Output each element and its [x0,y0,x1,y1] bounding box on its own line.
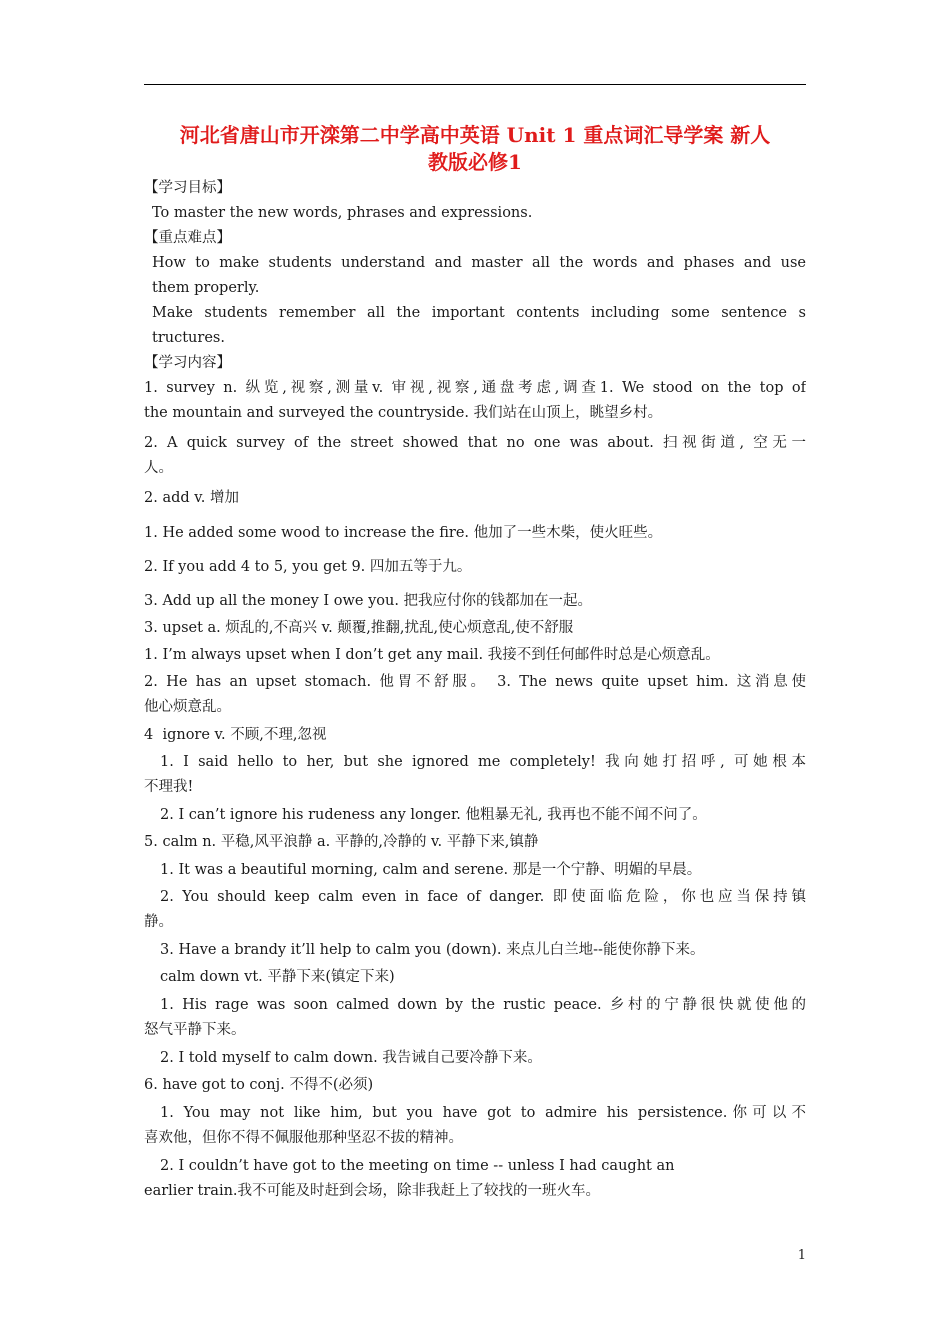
text-line: 1. His rage was soon calmed down by the rustic peace. 乡村的宁静很快就使他的 [160,997,806,1013]
text-line: 喜欢他，但你不得不佩服他那种坚忍不拔的精神。 [144,1130,463,1146]
text-line: 3. upset a. 烦乱的,不高兴 v. 颠覆,推翻,扰乱,使心烦意乱,使不舒服 [144,620,574,636]
text-line: 2. He has an upset stomach. 他胃不舒服。 3. The news quite upset him. 这消息使 [144,674,806,690]
text-line: 怒气平静下来。 [144,1022,246,1038]
text-line: 3. Have a brandy it’ll help to calm you (down). 来点儿白兰地--能使你静下来。 [160,942,705,958]
text-line: tructures. [152,330,225,346]
title-line-1: 河北省唐山市开滦第二中学高中英语 Unit 1 重点词汇导学案 新人 [179,123,771,147]
text-line: 1. survey n. 纵览,视察,测量v. 审视,视察,通盘考虑,调查1. We stood on the top of [144,380,806,396]
text-line: 2. I told myself to calm down. 我告诫自己要冷静下来。 [160,1050,542,1066]
text-line: 人。 [144,460,173,476]
document-title [144,122,806,176]
text-line: 1. I said hello to her, but she ignored me completely! 我向她打招呼, 可她根本 [160,754,806,770]
title-line-2: 教版必修1 [428,150,522,174]
text-line: 静。 [144,914,173,930]
text-line: 6. have got to conj. 不得不(必须) [144,1077,374,1093]
text-line: 2. You should keep calm even in face of danger. 即使面临危险，你也应当保持镇 [160,889,806,905]
text-line: 5. calm n. 平稳,风平浪静 a. 平静的,冷静的 v. 平静下来,镇静 [144,834,539,850]
text-line: earlier train.我不可能及时赶到会场，除非我赶上了较找的一班火车。 [144,1183,601,1199]
text-line: To master the new words, phrases and expressions. [152,205,533,221]
text-line: 3. Add up all the money I owe you. 把我应付你的钱都加在一起。 [144,593,593,609]
text-line: 2. I couldn’t have got to the meeting on time -- unless I had caught an [160,1158,675,1174]
text-line: 【学习目标】 [144,180,231,196]
text-line: How to make students understand and master all the words and phases and use [152,255,806,271]
text-line: 2. I can’t ignore his rudeness any longer. 他粗暴无礼, 我再也不能不闻不问了。 [160,807,707,823]
text-line: 1. It was a beautiful morning, calm and serene. 那是一个宁静、明媚的早晨。 [160,862,702,878]
text-line: 2. If you add 4 to 5, you get 9. 四加五等于九。 [144,559,472,575]
text-line: 1. He added some wood to increase the fire. 他加了一些木柴，使火旺些。 [144,525,663,541]
text-line: 4 ignore v. 不顾,不理,忽视 [144,727,327,743]
page-number: 1 [797,1248,806,1263]
text-line: 【重点难点】 [144,230,231,246]
text-line: 【学习内容】 [144,355,231,371]
document-body [144,176,806,1204]
text-line: 1. You may not like him, but you have got to admire his persistence.你可以不 [160,1105,806,1121]
text-line: calm down vt. 平静下来(镇定下来) [160,969,395,985]
text-line: 1. I’m always upset when I don’t get any mail. 我接不到任何邮件时总是心烦意乱。 [144,647,720,663]
text-line: Make students remember all the important contents including some sentence s [152,305,806,321]
text-line: 不理我! [144,779,194,795]
text-line: 2. add v. 增加 [144,490,239,506]
header-rule [144,84,806,85]
text-line: 2. A quick survey of the street showed that no one was about. 扫视街道, 空无一 [144,435,806,451]
text-line: them properly. [152,280,260,296]
text-line: 他心烦意乱。 [144,699,231,715]
text-line: the mountain and surveyed the countryside. 我们站在山顶上，眺望乡村。 [144,405,663,421]
